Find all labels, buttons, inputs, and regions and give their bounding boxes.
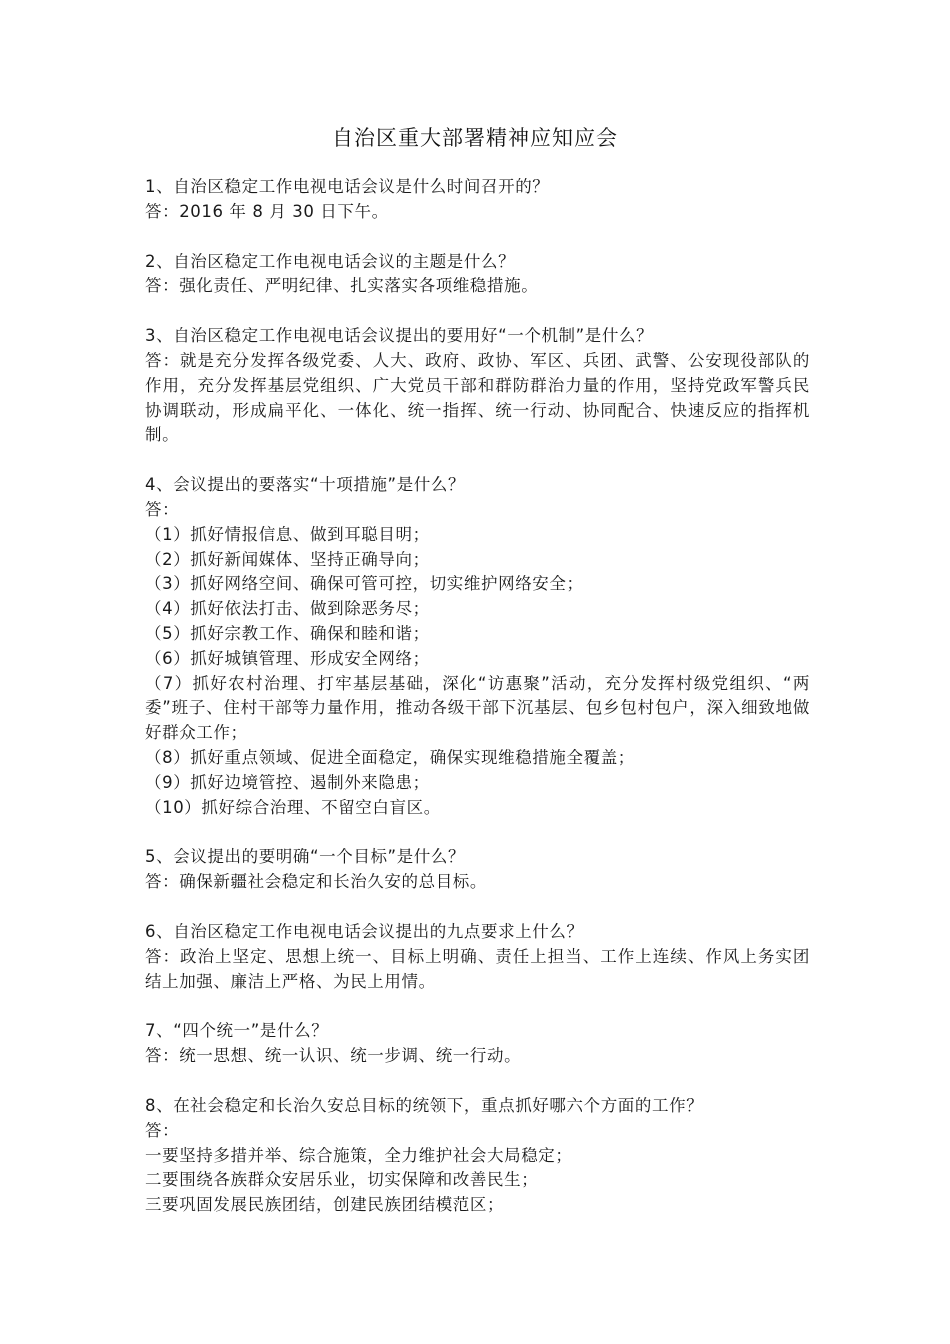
question-5: 5、会议提出的要明确“一个目标”是什么？ — [145, 847, 466, 867]
qa-item-7 — [145, 1019, 810, 1069]
measure-item-8: （8）抓好重点领域、促进全面稳定，确保实现维稳措施全覆盖； — [145, 747, 635, 767]
measure-item-2: （2）抓好新闻媒体、坚持正确导向； — [145, 549, 430, 569]
measure-item-3: （3）抓好网络空间、确保可管可控，切实维护网络安全； — [145, 574, 584, 594]
qa-item-4 — [145, 473, 810, 820]
question-2: 2、自治区稳定工作电视电话会议的主题是什么？ — [145, 251, 516, 271]
question-1: 1、自治区稳定工作电视电话会议是什么时间召开的？ — [145, 177, 550, 196]
question-3: 3、自治区稳定工作电视电话会议提出的要用好“一个机制”是什么？ — [145, 326, 654, 346]
document-body — [145, 175, 810, 1243]
measure-item-9: （9）抓好边境管控、遏制外来隐患； — [145, 772, 430, 792]
qa-item-5 — [145, 845, 810, 895]
answer-3: 答：就是充分发挥各级党委、人大、政府、政协、军区、兵团、武警、公安现役部队的作用，充分发挥基层党组织、广大党员干部和群防群治力量的作用，坚持党政军警兵民协调联动，形成扁平化、一体化、统一指挥、统一行动、协同配合、快速反应的指挥机制。 — [145, 350, 810, 445]
qa-item-8 — [145, 1094, 810, 1218]
answer-6: 答：政治上坚定、思想上统一、目标上明确、责任上担当、工作上连续、作风上务实团结上加强、廉洁上严格、为民上用情。 — [145, 946, 810, 991]
question-8: 8、在社会稳定和长治久安总目标的统领下，重点抓好哪六个方面的工作？ — [145, 1095, 704, 1115]
measure-item-10: （10）抓好综合治理、不留空白盲区。 — [145, 797, 441, 817]
question-6: 6、自治区稳定工作电视电话会议提出的九点要求上什么？ — [145, 921, 584, 941]
answer-5: 答：确保新疆社会稳定和长治久安的总目标。 — [145, 872, 487, 892]
answer-label-4: 答： — [145, 499, 180, 519]
measure-item-4: （4）抓好依法打击、做到除恶务尽； — [145, 599, 430, 619]
measure-item-6: （6）抓好城镇管理、形成安全网络； — [145, 648, 430, 668]
answer-label-8: 答： — [145, 1120, 180, 1140]
document-title: 自治区重大部署精神应知应会 — [332, 126, 618, 150]
task-item-1: 一要坚持多措并举、综合施策，全力维护社会大局稳定； — [145, 1145, 573, 1165]
qa-item-3 — [145, 324, 810, 448]
question-4: 4、会议提出的要落实“十项措施”是什么？ — [145, 475, 466, 495]
answer-2: 答：强化责任、严明纪律、扎实落实各项维稳措施。 — [145, 276, 539, 296]
measure-item-1: （1）抓好情报信息、做到耳聪目明； — [145, 524, 430, 544]
qa-item-2 — [145, 250, 810, 300]
measure-item-5: （5）抓好宗教工作、确保和睦和谐； — [145, 623, 430, 643]
answer-1: 答：2016 年 8 月 30 日下午。 — [145, 201, 389, 221]
question-7: 7、“四个统一”是什么？ — [145, 1021, 329, 1041]
answer-7: 答：统一思想、统一认识、统一步调、统一行动。 — [145, 1046, 522, 1066]
qa-item-6 — [145, 920, 810, 994]
qa-item-1 — [145, 175, 810, 225]
task-item-3: 三要巩固发展民族团结，创建民族团结模范区； — [145, 1195, 505, 1215]
measure-item-7: （7）抓好农村治理、打牢基层基础，深化“访惠聚”活动，充分发挥村级党组织、“两委”班子、住村干部等力量作用，推动各级干部下沉基层、包乡包村包户，深入细致地做好群众工作； — [145, 673, 810, 743]
task-item-2: 二要围绕各族群众安居乐业，切实保障和改善民生； — [145, 1170, 539, 1190]
